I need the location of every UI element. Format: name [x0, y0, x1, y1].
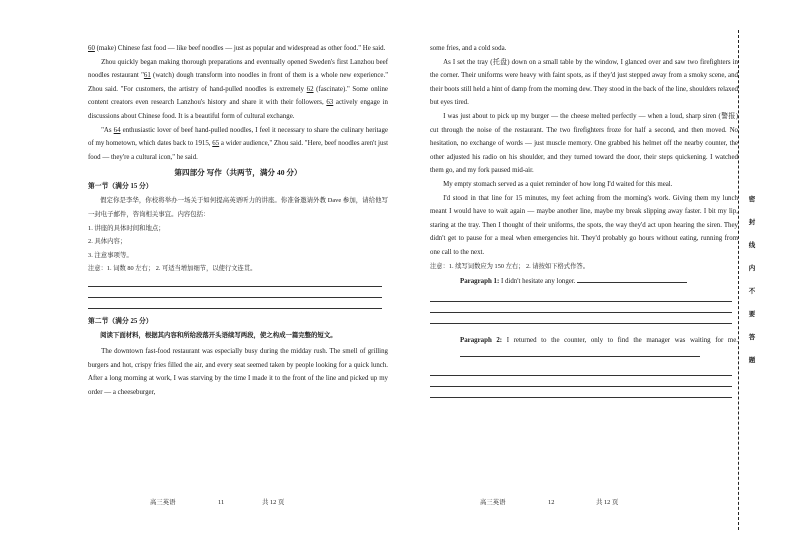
footer-page: 12: [548, 499, 555, 506]
passage-para: 60 (make) Chinese fast food — like beef noodles — just as popular and widespread as other food." He said.: [88, 45, 386, 52]
story-para: some fries, and a cold soda.: [430, 45, 507, 52]
section2-prompt: 阅读下面材料，根据其内容和所给段落开头语续写两段，使之构成一篇完整的短文。: [100, 332, 337, 340]
writing-note: 注意：1. 续写词数应为 150 左右； 2. 请按如下格式作答。: [430, 262, 589, 270]
blank-60: 60: [88, 45, 95, 52]
blank-64: 64: [113, 126, 121, 134]
right-page: [400, 0, 738, 554]
answer-line[interactable]: [430, 291, 732, 302]
passage-para: "As 64 enthusiastic lover of beef hand-pulled noodles, I feel it necessary to share the culinary heritage of my hometown, which dates back to 1915, 65 a wider audience," Zhou said. "Here, beef noodles aren't just food — they're a cultural icon," he said.: [88, 126, 389, 161]
binding-char: 答: [748, 334, 756, 341]
story-para: The downtown fast-food restaurant was especially busy during the midday rush. The smell of grilling burgers and hot, crispy fries filled the air, and every seat seemed taken by people looking for a quick lunch. After a long morning at work, I was starving by the time I made it to the front of the line and picked up my order — a cheeseburger,: [88, 347, 388, 396]
answer-line[interactable]: [430, 376, 732, 387]
answer-line[interactable]: [430, 365, 732, 376]
answer-line[interactable]: [430, 302, 732, 313]
story-para: My empty stomach served as a quiet reminder of how long I'd waited for this meal.: [443, 180, 673, 188]
blank-61: 61: [143, 72, 151, 80]
blank-65: 65: [212, 140, 220, 148]
story-para: I was just about to pick up my burger — the cheese melted perfectly — when a loud, sharp siren (警报) cut through the noise of the restaurant. The two firefighters froze for half a second, and then moved. No hesitation, no exchange of words — just muscle memory. One grabbed his helmet off the nearby counter, the other adjusted his radio on his shoulder, and they turned toward the door, their steps quickening. I watched them go, and my fork paused mid-air.: [430, 112, 738, 175]
footer-subject: 高三英语: [480, 499, 506, 506]
answer-line[interactable]: [430, 387, 732, 398]
section1-point: 1. 讲座的具体时间和地点；: [88, 224, 165, 232]
binding-char: 要: [748, 311, 756, 318]
story-para: As I set the tray (托盘) down on a small table by the window, I glanced over and saw two firefighters in the corner. Their uniforms were heavy with faint spots, as if they'd just stepped away from a smoky scene, and their boots still held a hint of damp from the morning dew. They stood in the back of the line, shoulders relaxed but eyes tired.: [430, 58, 738, 107]
section1-point: 2. 具体内容；: [88, 238, 127, 246]
paragraph1-start: Paragraph 1: I didn't hesitate any longer.: [430, 274, 738, 289]
binding-char: 封: [748, 219, 756, 226]
section1-title: 第一节（满分 15 分）: [88, 183, 153, 191]
answer-line[interactable]: [88, 287, 382, 298]
story-para: I'd stood in that line for 15 minutes, my feet aching from the morning's work. Giving them my lunch meant I would have to wait again — maybe another line, maybe my break slipping away faster. I bit my lip, staring at the tray. Then I thought of their uniforms, the spots, the way they'd act upon hearing the siren. They didn't get to pause for a meal when emergencies hit. They'd probably go hours without eating, running from one call to the next.: [430, 194, 738, 256]
answer-line[interactable]: [577, 274, 687, 283]
answer-line[interactable]: [430, 313, 732, 324]
paragraph2-start: Paragraph 2: I returned to the counter, only to find the manager was waiting for me.: [430, 334, 738, 362]
section1-note: 注意：1. 词数 80 左右； 2. 可适当增加细节，以使行文连贯。: [88, 265, 257, 273]
footer-subject: 高三英语: [150, 499, 176, 506]
section1-point: 3. 注意事项等。: [88, 251, 133, 259]
blank-62: 62: [306, 85, 314, 93]
binding-char: 密: [748, 196, 756, 203]
binding-char: 内: [748, 265, 756, 272]
section2-title: 第二节（满分 25 分）: [88, 318, 153, 326]
footer-page: 11: [218, 499, 225, 506]
answer-line[interactable]: [88, 298, 382, 309]
binding-char: 题: [748, 357, 756, 364]
section1-prompt: 假定你是李华，你校将举办一场关于如何提高英语听力的讲座。你准备邀请外教 Dave 参加，请给他写一封电子邮件，咨询相关事宜。内容包括：: [88, 197, 388, 218]
passage-para: Zhou quickly began making thorough preparations and eventually opened Sweden's first Lanzhou beef noodles restaurant "61 (watch) dough transform into noodles in front of them is a whole new experience." Zhou said. "For customers, the artistry of hand-pulled noodles is extremely 62 (fascinate)." Some online content creators even research Lanzhou's history and share it with their followers, 63 actively engage in discussions about Chinese food. It is a beautiful form of cultural exchange.: [88, 58, 389, 120]
binding-line: [738, 30, 739, 530]
binding-margin: [738, 0, 800, 554]
binding-char: 线: [748, 242, 756, 249]
footer-total: 共 12 页: [596, 499, 619, 506]
part4-title: 第四部分 写作（共两节，满分 40 分）: [174, 168, 302, 178]
blank-63: 63: [326, 99, 334, 107]
footer-total: 共 12 页: [262, 499, 285, 506]
answer-line[interactable]: [88, 276, 382, 287]
binding-char: 不: [748, 288, 756, 295]
answer-line[interactable]: [460, 348, 700, 357]
